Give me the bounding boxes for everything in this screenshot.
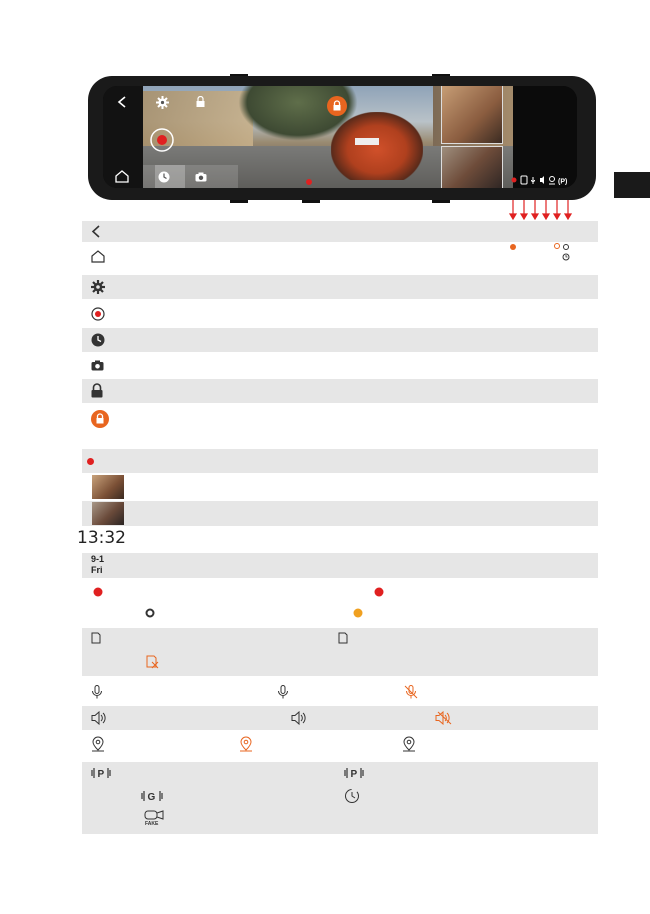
gps-icon xyxy=(91,736,105,752)
lock-icon xyxy=(91,383,103,398)
row-back xyxy=(82,221,598,242)
svg-text:FAKE: FAKE xyxy=(145,821,159,827)
g-sensor-p-icon xyxy=(91,767,111,779)
record-button-icon[interactable] xyxy=(150,128,174,152)
microphone-icon xyxy=(91,685,103,699)
row-camera xyxy=(82,354,598,378)
row-home xyxy=(82,246,598,274)
svg-text:P: P xyxy=(97,769,105,779)
rear-cam-thumbnail xyxy=(92,475,124,499)
emergency-lock-icon[interactable] xyxy=(327,96,347,116)
home-icon[interactable] xyxy=(115,170,129,183)
svg-text:P: P xyxy=(350,769,358,779)
row-lock xyxy=(82,379,598,403)
record-icon xyxy=(91,307,105,321)
status-pointer-arrows xyxy=(508,200,572,220)
row-record-status xyxy=(82,580,598,626)
row-emergency-lock xyxy=(82,405,598,447)
mirror-screen xyxy=(103,86,577,188)
status-panel xyxy=(513,86,577,188)
speaker-muted-icon xyxy=(435,711,453,725)
row-front-cam-thumbnail xyxy=(82,501,598,526)
row-microphone xyxy=(82,680,598,704)
record-orange-dot-icon xyxy=(353,608,363,618)
svg-text:(P): (P) xyxy=(558,178,568,185)
settings-icon xyxy=(91,280,105,294)
home-icon xyxy=(91,250,105,263)
lock-icon[interactable] xyxy=(196,96,205,107)
row-record xyxy=(82,302,598,326)
g-sensor-p-icon xyxy=(344,767,364,779)
status-icons-bar xyxy=(511,175,571,185)
front-cam-thumbnail xyxy=(92,502,124,525)
microphone-icon xyxy=(277,685,289,699)
record-ring-icon xyxy=(145,608,155,618)
camera-icon xyxy=(91,360,104,371)
row-time xyxy=(77,527,598,552)
speaker-icon xyxy=(291,711,307,725)
emergency-lock-icon xyxy=(91,410,109,428)
gps-error-icon xyxy=(239,736,253,752)
clock-icon[interactable] xyxy=(158,171,170,183)
row-settings xyxy=(82,275,598,299)
row-clock xyxy=(82,328,598,352)
back-icon[interactable] xyxy=(117,96,127,108)
car xyxy=(331,112,423,180)
speaker-icon xyxy=(91,711,107,725)
row-rear-cam-thumbnail xyxy=(82,474,598,500)
microphone-muted-icon xyxy=(404,685,418,699)
row-sd-card xyxy=(82,628,598,676)
side-cam-pip[interactable] xyxy=(441,146,503,188)
row-g-sensor xyxy=(82,762,598,834)
svg-text:G: G xyxy=(147,792,156,802)
row-gps xyxy=(82,732,598,758)
time-text: 13:32 xyxy=(77,528,126,548)
record-red-dot-icon xyxy=(93,587,103,597)
fake-cam-icon xyxy=(141,809,165,827)
row-speaker xyxy=(82,706,598,730)
sd-card-icon xyxy=(91,632,101,644)
clock-icon xyxy=(91,333,105,347)
g-sensor-g-icon xyxy=(141,790,163,802)
settings-icon[interactable] xyxy=(156,96,169,109)
gps-icon xyxy=(402,736,416,752)
record-red-dot-icon xyxy=(374,587,384,597)
rear-cam-pip[interactable] xyxy=(441,86,503,144)
recording-dot-icon xyxy=(87,458,94,465)
sd-card-error-icon xyxy=(146,655,160,669)
row-recording-dot xyxy=(82,449,598,473)
recording-dot-icon xyxy=(306,179,312,185)
sd-card-icon xyxy=(338,632,348,644)
back-icon xyxy=(91,225,101,238)
license-plate xyxy=(355,138,379,145)
row-date xyxy=(82,553,598,578)
timer-icon xyxy=(344,788,360,804)
date-line-2: Fri xyxy=(91,565,103,575)
chapter-tab xyxy=(614,172,650,198)
date-line-1: 9-1 xyxy=(91,554,105,564)
camera-icon[interactable] xyxy=(195,172,207,182)
